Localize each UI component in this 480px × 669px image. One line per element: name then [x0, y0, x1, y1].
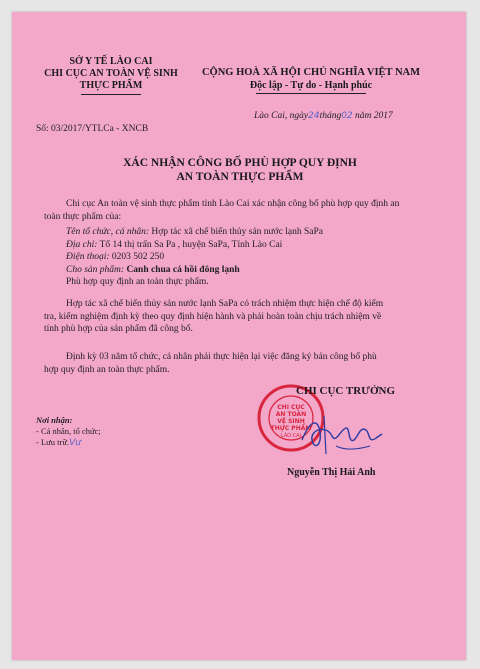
issuer-underline — [81, 94, 141, 95]
signer-title: CHI CỤC TRƯỞNG — [296, 385, 396, 397]
product-row: Cho sản phẩm: Canh chua cá hồi đông lạnh — [66, 264, 240, 275]
issuer-agency-line1: CHI CỤC AN TOÀN VỆ SINH — [44, 68, 178, 79]
handwritten-signature-icon — [296, 410, 386, 460]
svg-text:THỰC PHẨM: THỰC PHẨM — [270, 425, 312, 432]
svg-text:CHI CỤC: CHI CỤC — [277, 404, 305, 411]
responsibility-paragraph: Hợp tác xã chế biến thủy sản nước lạnh SaPa có trách nhiệm thực hiện chế độ kiểm tra, kiểm nghiệm định kỳ theo quy định hiện hành và phải hoàn toàn chịu trách nhiệm về tính phù hợp của sản phẩm đã công bố. — [44, 299, 384, 334]
document-title-line2: AN TOÀN THỰC PHẨM — [176, 171, 304, 183]
intro-paragraph: Chi cục An toàn vệ sinh thực phẩm tỉnh Lào Cai xác nhận công bố phù hợp quy định an toàn thực phẩm của: — [44, 199, 400, 222]
signer-name: Nguyễn Thị Hải Anh — [287, 467, 376, 478]
svg-text:LÀO CAI: LÀO CAI — [280, 433, 302, 439]
recipient-item: - Cá nhân, tổ chức; — [36, 426, 101, 436]
issuer-header — [26, 56, 196, 95]
issuer-department: SỞ Y TẾ LÀO CAI — [69, 56, 153, 67]
motto-underline — [256, 93, 366, 94]
national-title: CỘNG HOÀ XÃ HỘI CHỦ NGHĨA VIỆT NAM — [201, 67, 421, 78]
svg-text:VỆ SINH: VỆ SINH — [277, 418, 305, 425]
issuer-agency-line2: THỰC PHẨM — [79, 80, 143, 91]
phone-row: Điện thoại: 0203 502 250 — [66, 252, 165, 262]
national-header — [195, 66, 427, 94]
svg-text:AN TOÀN: AN TOÀN — [275, 411, 307, 418]
document-sheet — [12, 12, 466, 660]
renewal-paragraph: Định kỳ 03 năm tổ chức, cá nhân phải thực hiện lại việc đăng ký bản công bố phù hợp quy định an toàn thực phẩm. — [44, 352, 377, 375]
org-row: Tên tổ chức, cá nhân: Hợp tác xã chế biến thủy sản nước lạnh SaPa — [66, 227, 324, 237]
applicant-details — [66, 226, 426, 289]
document-number: Số: 03/2017/YTLCa - XNCB — [36, 124, 149, 134]
address-row: Địa chỉ: Tổ 14 thị trấn Sa Pa , huyện SaPa, Tỉnh Lào Cai — [66, 239, 283, 250]
archive-handwritten-note: Vư — [69, 438, 81, 448]
date-month-handwritten: 02 — [341, 111, 353, 121]
recipients-heading: Nơi nhận: — [36, 415, 73, 425]
recipient-item: - Lưu trữ.Vư — [36, 437, 81, 448]
recipients-list — [36, 415, 101, 449]
conformity-statement: Phù hợp quy định an toàn thực phẩm. — [66, 277, 209, 287]
issue-date: Lào Cai, ngày24tháng02 năm 2017 — [254, 111, 393, 121]
document-title-line1: XÁC NHẬN CÔNG BỐ PHÙ HỢP QUY ĐỊNH — [123, 157, 357, 169]
date-day-handwritten: 24 — [308, 111, 320, 121]
national-motto: Độc lập - Tự do - Hạnh phúc — [249, 80, 373, 91]
